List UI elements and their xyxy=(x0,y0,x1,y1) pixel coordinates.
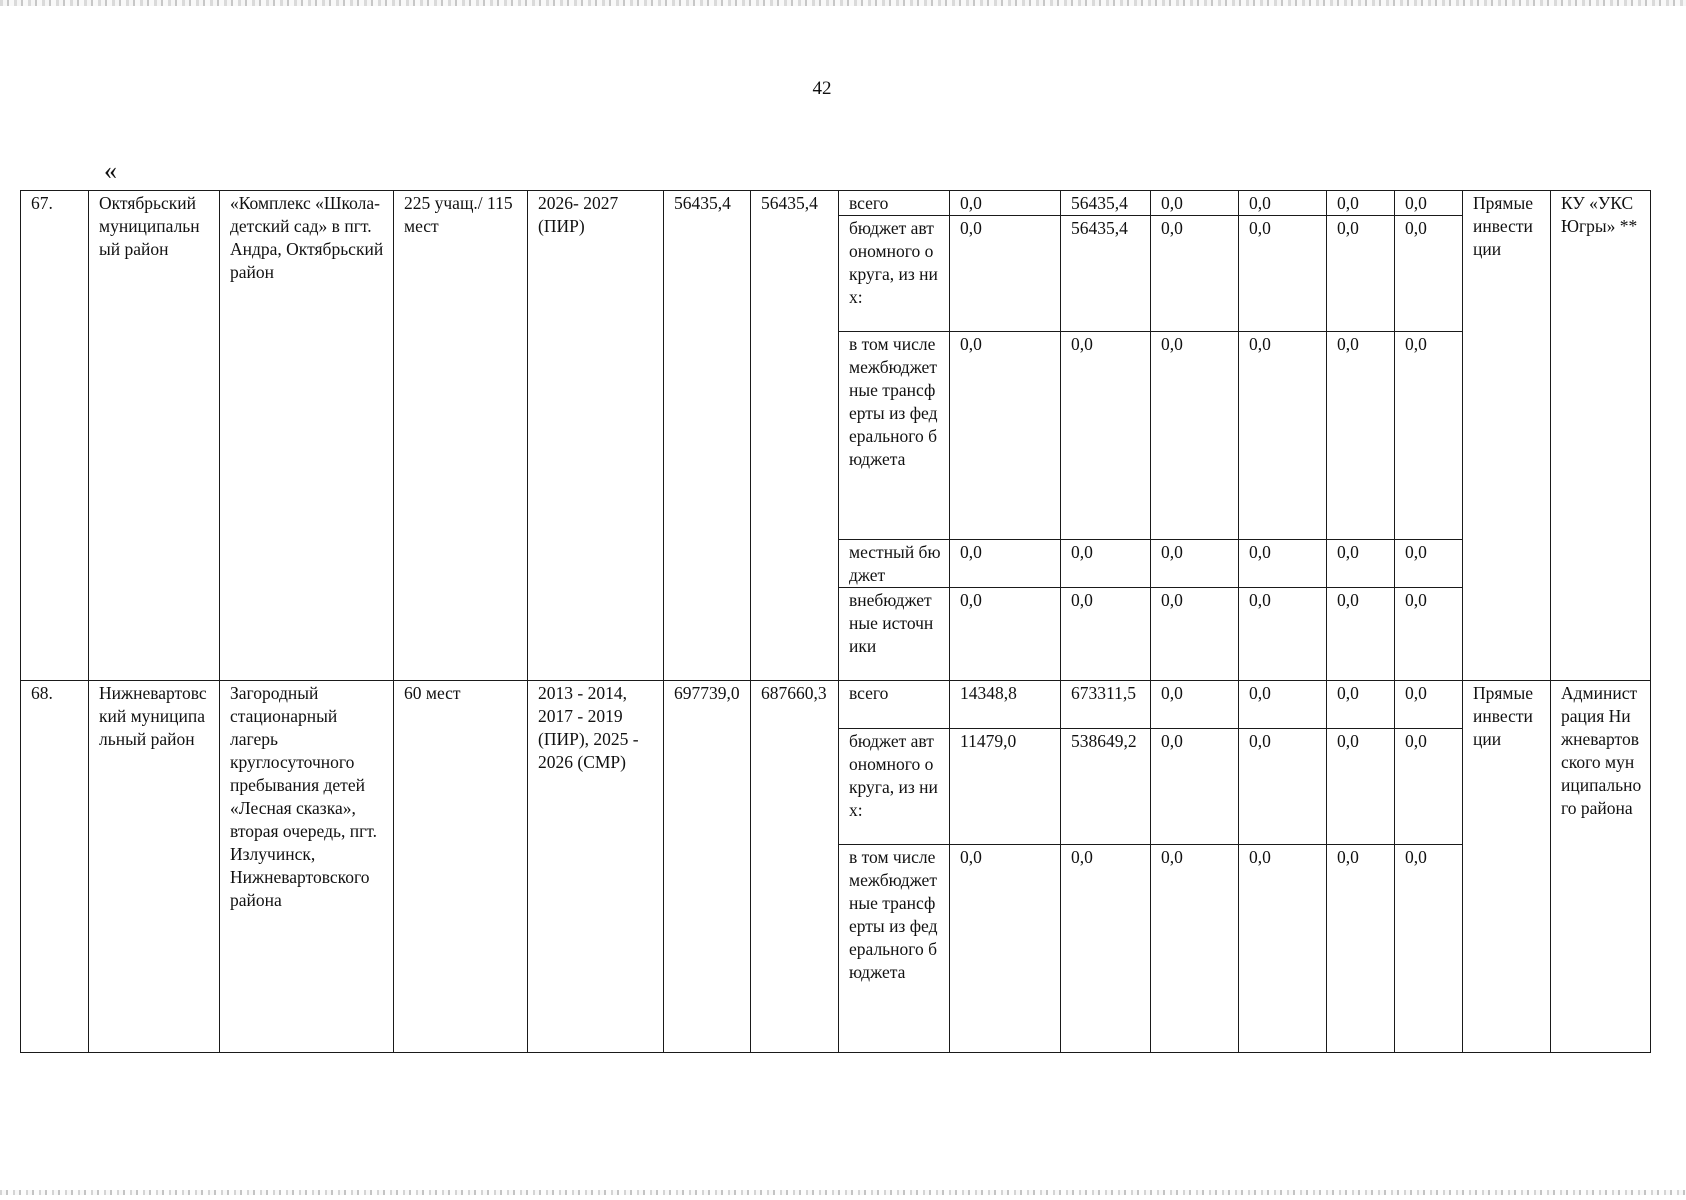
funding-value-cell: 0,0 xyxy=(1239,216,1327,332)
capacity-cell: 225 учащ./ 115 мест xyxy=(394,191,528,681)
funding-value-cell: 0,0 xyxy=(1151,681,1239,729)
estimated-cost-cell: 697739,0 xyxy=(664,681,751,1053)
funding-value-cell: 0,0 xyxy=(950,845,1061,1053)
funding-value-cell: 0,0 xyxy=(1327,191,1395,216)
remaining-cost-cell: 56435,4 xyxy=(751,191,839,681)
funding-value-cell: 0,0 xyxy=(1151,540,1239,588)
funding-value-cell: 0,0 xyxy=(1151,332,1239,540)
customer-cell: Администрация Нижневартовского муниципального района xyxy=(1551,681,1651,1053)
funding-value-cell: 0,0 xyxy=(1239,729,1327,845)
funding-value-cell: 0,0 xyxy=(1327,540,1395,588)
funding-value-cell: 0,0 xyxy=(1395,729,1463,845)
row-number: 67. xyxy=(21,191,89,681)
investment-form-cell: Прямые инвестиции xyxy=(1463,681,1551,1053)
scan-edge-top xyxy=(0,0,1686,6)
customer-cell: КУ «УКС Югры» ** xyxy=(1551,191,1651,681)
funding-value-cell: 0,0 xyxy=(1327,845,1395,1053)
funding-source-cell: всего xyxy=(839,681,950,729)
funding-value-cell: 0,0 xyxy=(1395,540,1463,588)
funding-value-cell: 0,0 xyxy=(1061,332,1151,540)
funding-value-cell: 0,0 xyxy=(1395,681,1463,729)
funding-value-cell: 0,0 xyxy=(1151,845,1239,1053)
funding-value-cell: 0,0 xyxy=(950,191,1061,216)
funding-value-cell: 0,0 xyxy=(1151,216,1239,332)
funding-value-cell: 0,0 xyxy=(1151,729,1239,845)
funding-value-cell: 0,0 xyxy=(1327,729,1395,845)
funding-value-cell: 0,0 xyxy=(1327,216,1395,332)
funding-value-cell: 0,0 xyxy=(950,332,1061,540)
funding-value-cell: 11479,0 xyxy=(950,729,1061,845)
funding-value-cell: 0,0 xyxy=(1327,332,1395,540)
funding-value-cell: 0,0 xyxy=(1061,845,1151,1053)
table-row xyxy=(21,681,1651,729)
funding-source-cell: в том числе межбюджетные трансферты из федерального бюджета xyxy=(839,332,950,540)
funding-source-cell: всего xyxy=(839,191,950,216)
funding-value-cell: 538649,2 xyxy=(1061,729,1151,845)
object-name-cell: Загородный стационарный лагерь круглосуточного пребывания детей «Лесная сказка», вторая очередь, пгт. Излучинск, Нижневартовского района xyxy=(220,681,394,1053)
funding-value-cell: 56435,4 xyxy=(1061,191,1151,216)
funding-value-cell: 0,0 xyxy=(1239,845,1327,1053)
object-name-cell: «Комплекс «Школа-детский сад» в пгт. Андра, Октябрьский район xyxy=(220,191,394,681)
page-number: 42 xyxy=(812,78,832,99)
funding-value-cell: 0,0 xyxy=(1395,191,1463,216)
funding-source-cell: бюджет автономного округа, из них: xyxy=(839,729,950,845)
funding-value-cell: 0,0 xyxy=(950,216,1061,332)
investment-form-cell: Прямые инвестиции xyxy=(1463,191,1551,681)
period-cell: 2026- 2027 (ПИР) xyxy=(528,191,664,681)
funding-value-cell: 0,0 xyxy=(1151,191,1239,216)
remaining-cost-cell: 687660,3 xyxy=(751,681,839,1053)
municipality-cell: Нижневартовский муниципальный район xyxy=(89,681,220,1053)
estimated-cost-cell: 56435,4 xyxy=(664,191,751,681)
funding-value-cell: 0,0 xyxy=(1239,540,1327,588)
funding-value-cell: 0,0 xyxy=(1239,681,1327,729)
funding-value-cell: 0,0 xyxy=(950,588,1061,681)
funding-value-cell: 0,0 xyxy=(1395,216,1463,332)
opening-quote-mark: « xyxy=(104,156,117,185)
table-row xyxy=(21,191,1651,216)
funding-value-cell: 0,0 xyxy=(1151,588,1239,681)
funding-source-cell: внебюджетные источники xyxy=(839,588,950,681)
funding-value-cell: 0,0 xyxy=(1239,588,1327,681)
funding-value-cell: 0,0 xyxy=(1239,191,1327,216)
funding-value-cell: 14348,8 xyxy=(950,681,1061,729)
funding-source-cell: местный бюджет xyxy=(839,540,950,588)
funding-value-cell: 673311,5 xyxy=(1061,681,1151,729)
funding-value-cell: 0,0 xyxy=(1395,588,1463,681)
funding-value-cell: 0,0 xyxy=(1395,845,1463,1053)
municipality-cell: Октябрьский муниципальный район xyxy=(89,191,220,681)
funding-source-cell: в том числе межбюджетные трансферты из федерального бюджета xyxy=(839,845,950,1053)
investment-objects-table xyxy=(20,190,1651,1053)
funding-value-cell: 0,0 xyxy=(1395,332,1463,540)
capacity-cell: 60 мест xyxy=(394,681,528,1053)
funding-value-cell: 0,0 xyxy=(1327,588,1395,681)
scan-edge-bottom xyxy=(0,1190,1686,1195)
funding-value-cell: 0,0 xyxy=(1061,540,1151,588)
funding-value-cell: 0,0 xyxy=(1239,332,1327,540)
funding-value-cell: 0,0 xyxy=(950,540,1061,588)
funding-value-cell: 56435,4 xyxy=(1061,216,1151,332)
funding-value-cell: 0,0 xyxy=(1061,588,1151,681)
row-number: 68. xyxy=(21,681,89,1053)
period-cell: 2013 - 2014, 2017 - 2019 (ПИР), 2025 - 2026 (СМР) xyxy=(528,681,664,1053)
funding-value-cell: 0,0 xyxy=(1327,681,1395,729)
funding-source-cell: бюджет автономного округа, из них: xyxy=(839,216,950,332)
